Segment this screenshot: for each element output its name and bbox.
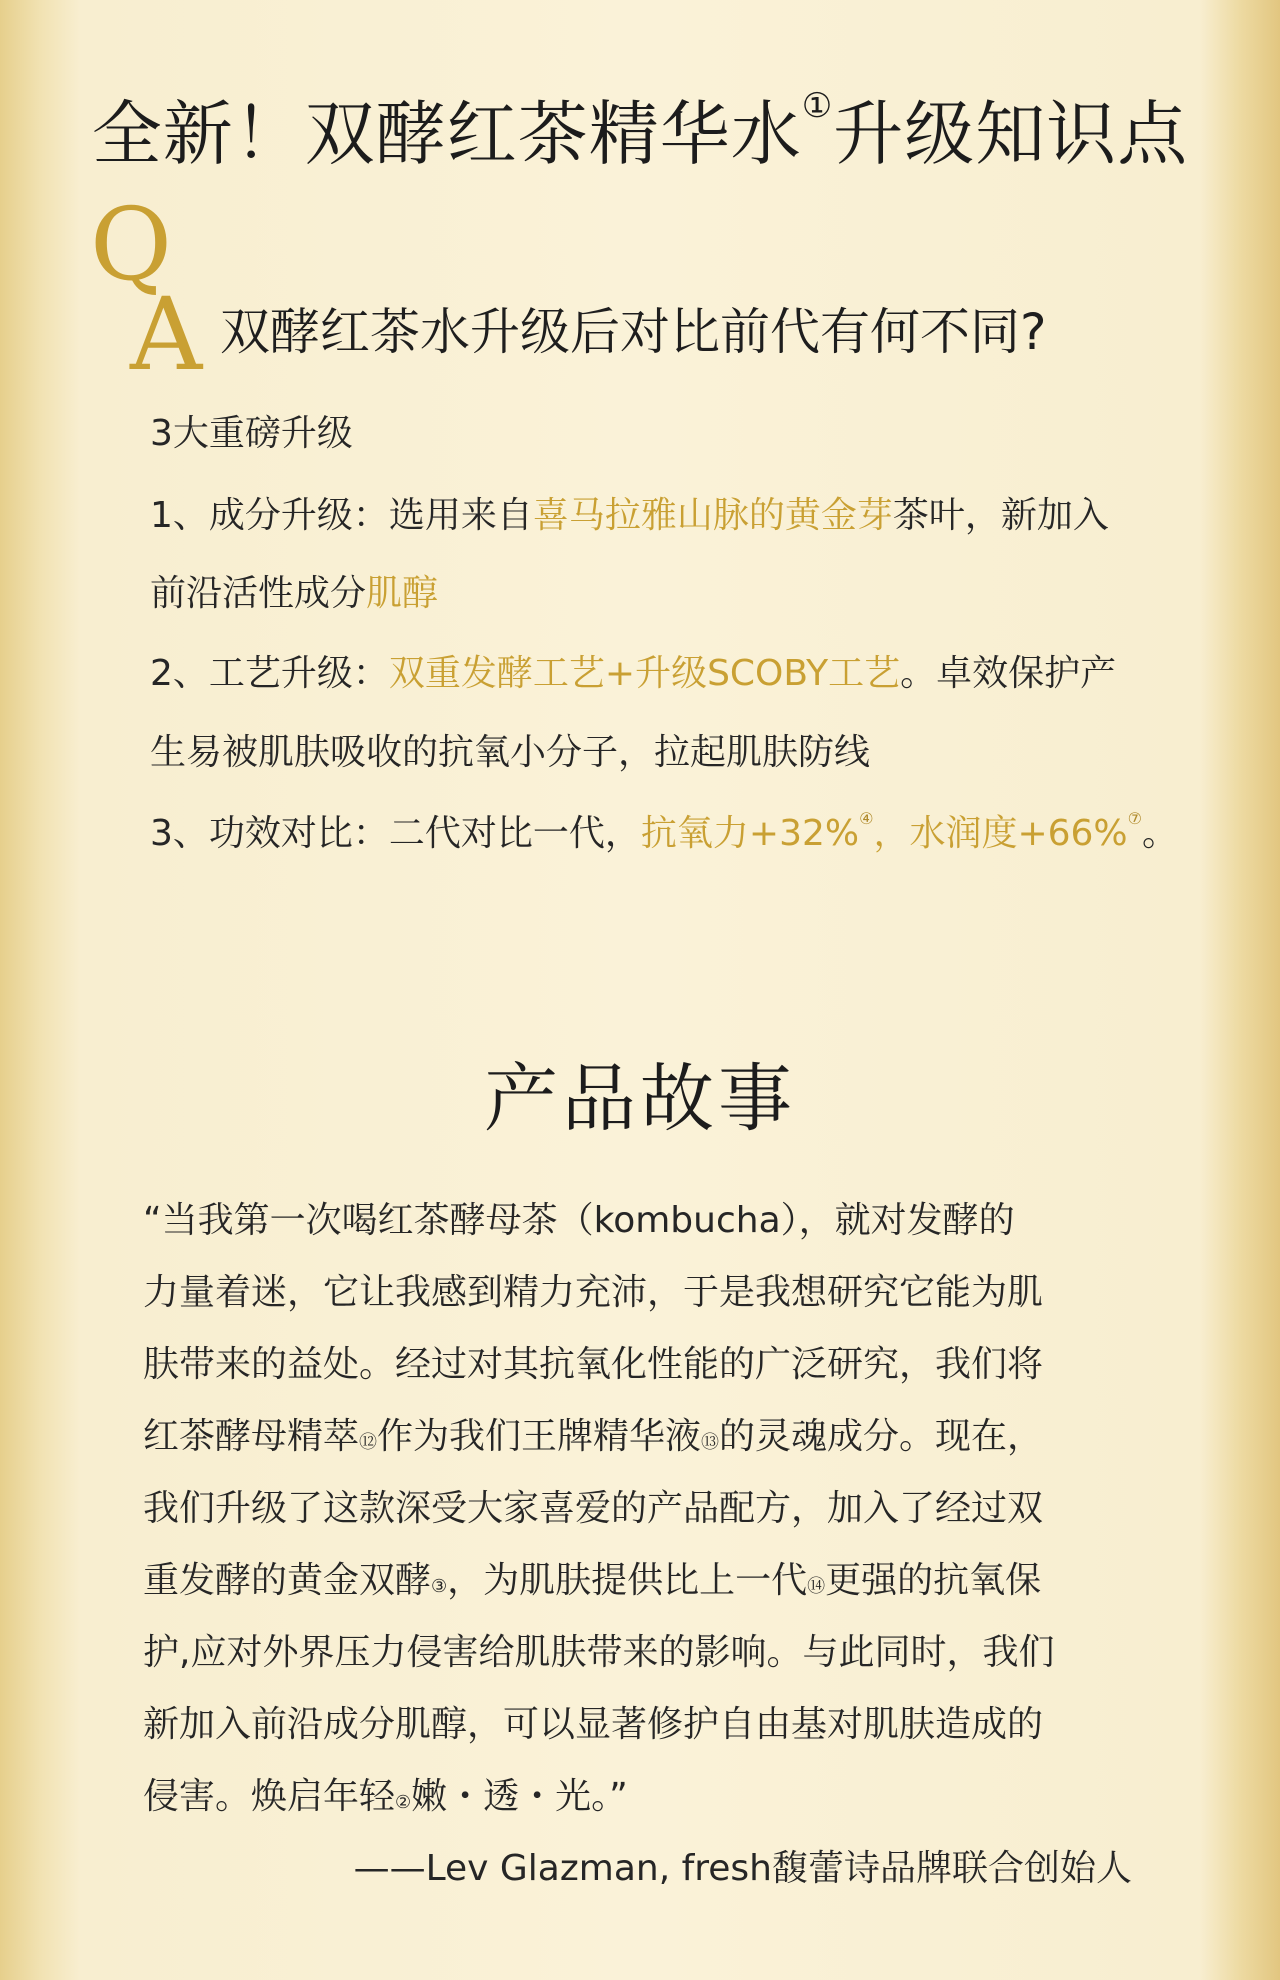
qa-q-letter: Q	[90, 186, 172, 303]
footnote-mark: ①	[801, 86, 834, 126]
story-line: 肤带来的益处。经过对其抗氧化性能的广泛研究，我们将	[143, 1344, 1044, 1385]
upgrade-item-2-line2: 生易被肌肤吸收的抗氧小分子，拉起肌肤防线	[150, 732, 871, 773]
upgrade-item-3: 3、功效对比：二代对比一代，抗氧力+32%④，水润度+66%⑦。	[150, 809, 1178, 854]
story-line: 力量着迷，它让我感到精力充沛，于是我想研究它能为肌	[143, 1272, 1044, 1313]
story-signature: ——Lev Glazman, fresh馥蕾诗品牌联合创始人	[353, 1848, 1132, 1889]
story-paragraph	[143, 1185, 1143, 1833]
story-line: 新加入前沿成分肌醇，可以显著修护自由基对肌肤造成的	[143, 1704, 1044, 1745]
upgrade-item-1-line2: 前沿活性成分肌醇	[150, 573, 439, 614]
upgrade-intro: 3大重磅升级	[150, 413, 353, 454]
story-line: 红茶酵母精萃⑫作为我们王牌精华液⑬的灵魂成分。现在，	[143, 1416, 1044, 1457]
qa-a-letter: A	[130, 276, 203, 393]
story-line: 重发酵的黄金双酵③，为肌肤提供比上一代⑭更强的抗氧保	[143, 1560, 1042, 1601]
story-line: “当我第一次喝红茶酵母茶（kombucha），就对发酵的	[143, 1200, 1015, 1241]
page-title: 全新！双酵红茶精华水①升级知识点	[91, 86, 1189, 175]
story-line: 护,应对外界压力侵害给肌肤带来的影响。与此同时，我们	[143, 1632, 1055, 1673]
story-line: 侵害。焕启年轻②嫩・透・光。”	[143, 1776, 628, 1817]
story-line: 我们升级了这款深受大家喜爱的产品配方，加入了经过双	[143, 1488, 1044, 1529]
qa-question: 双酵红茶水升级后对比前代有何不同?	[220, 303, 1047, 361]
upgrade-item-1: 1、成分升级：选用来自喜马拉雅山脉的黄金芽茶叶，新加入	[150, 495, 1109, 536]
upgrade-item-2: 2、工艺升级：双重发酵工艺+升级SCOBY工艺。卓效保护产	[150, 653, 1117, 694]
section-heading: 产品故事	[484, 1056, 796, 1142]
